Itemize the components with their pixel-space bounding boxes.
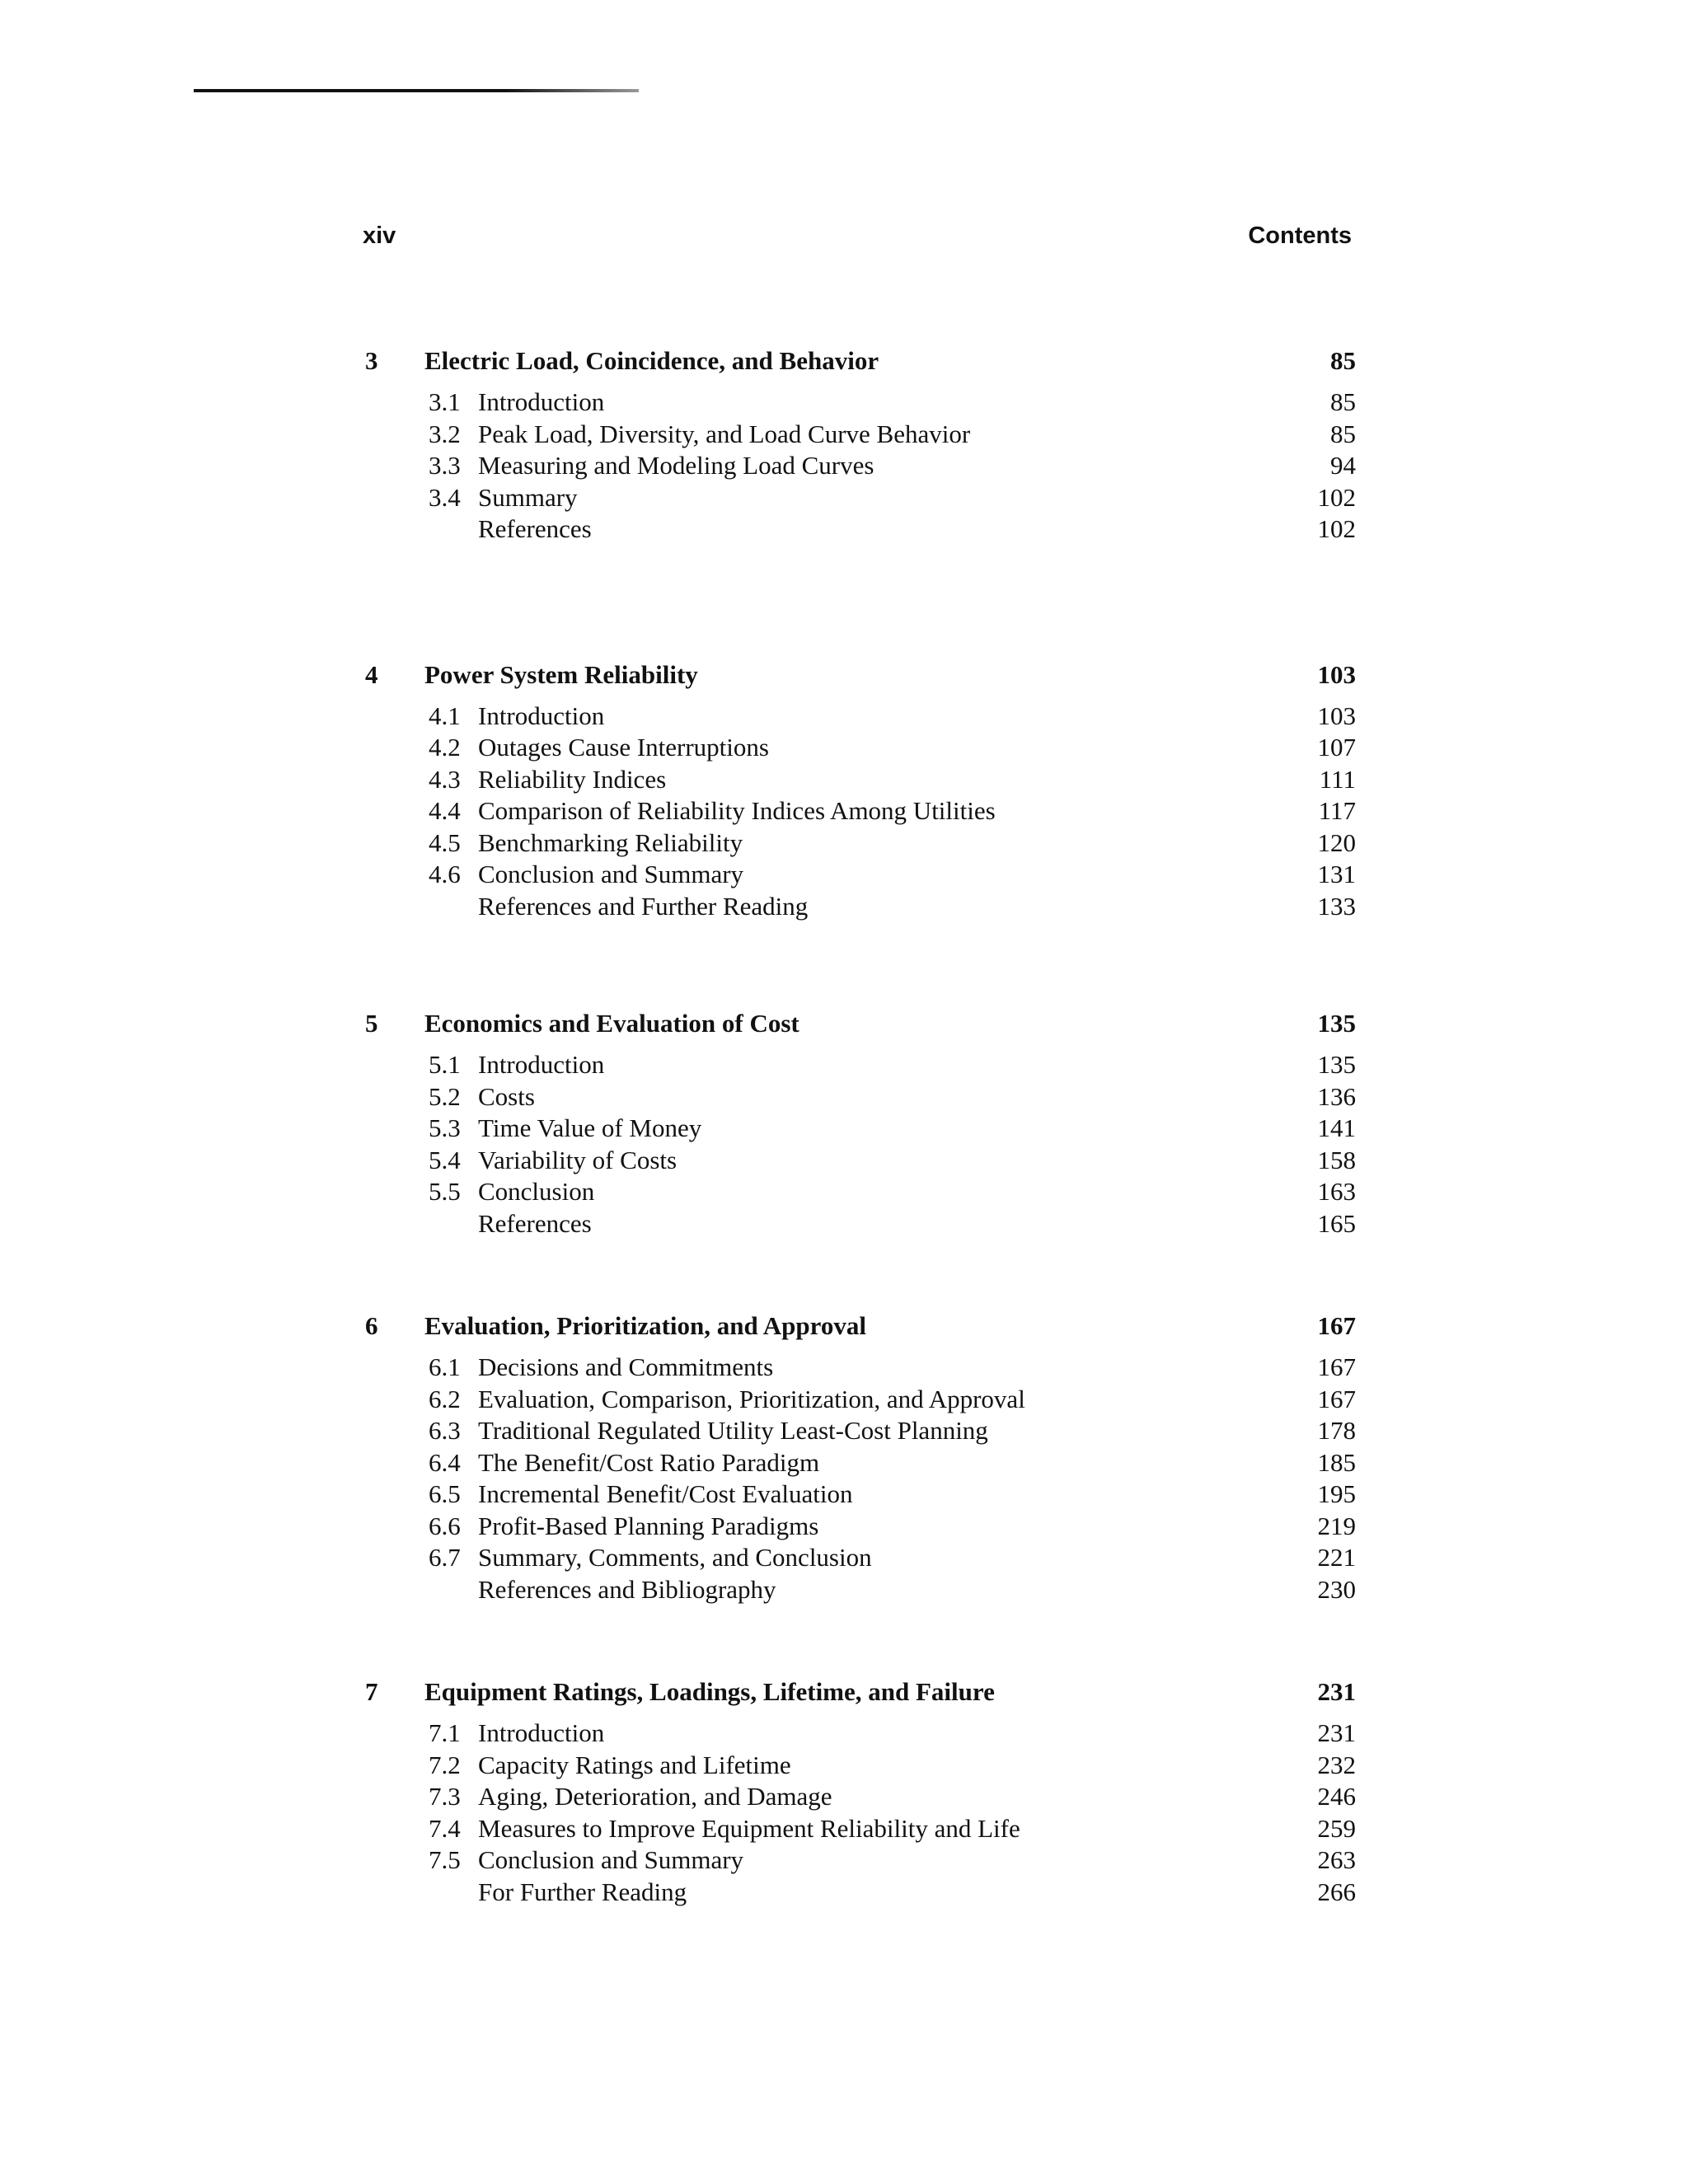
section-number: 5.3 <box>429 1113 461 1142</box>
section-page: 165 <box>1317 1208 1356 1238</box>
section-number: 6.3 <box>429 1416 461 1445</box>
section-page: 117 <box>1318 796 1356 825</box>
section-page: 120 <box>1317 827 1356 857</box>
chapter-title: Power System Reliability <box>424 659 698 689</box>
section-entry[interactable] <box>363 1385 1356 1417</box>
section-title: Measures to Improve Equipment Reliability and Life <box>478 1813 1020 1843</box>
chapter-title: Economics and Evaluation of Cost <box>424 1009 799 1038</box>
chapter-page: 231 <box>1317 1677 1356 1706</box>
section-page: 102 <box>1317 514 1356 543</box>
section-entry[interactable] <box>363 387 1356 419</box>
section-number: 4.1 <box>429 701 461 730</box>
section-page: 103 <box>1317 701 1356 730</box>
section-title: Benchmarking Reliability <box>478 827 743 857</box>
section-number: 7.3 <box>429 1782 461 1811</box>
section-title: Summary <box>478 482 578 512</box>
chapter-heading[interactable] <box>363 1004 1356 1050</box>
section-number: 6.2 <box>429 1384 461 1413</box>
section-title: For Further Reading <box>478 1877 687 1906</box>
section-entry[interactable] <box>363 1146 1356 1178</box>
section-title: Costs <box>478 1081 535 1111</box>
section-number: 6.4 <box>429 1447 461 1477</box>
chapter-heading[interactable] <box>363 1672 1356 1718</box>
section-title: References <box>478 1208 592 1238</box>
section-entry[interactable] <box>363 828 1356 860</box>
section-number: 4.3 <box>429 764 461 794</box>
section-number: 3.3 <box>429 451 461 480</box>
section-page: 221 <box>1317 1543 1356 1572</box>
section-entry[interactable] <box>363 860 1356 892</box>
section-title: Decisions and Commitments <box>478 1352 774 1381</box>
chapter-heading[interactable] <box>363 655 1356 701</box>
section-title: Comparison of Reliability Indices Among Utilities <box>478 796 996 825</box>
section-number: 5.4 <box>429 1145 461 1174</box>
section-entry[interactable] <box>363 1575 1356 1607</box>
section-entry[interactable] <box>363 419 1356 452</box>
section-number: 3.2 <box>429 419 461 448</box>
section-page: 219 <box>1317 1511 1356 1540</box>
section-entry[interactable] <box>363 701 1356 733</box>
section-title: Introduction <box>478 1718 605 1747</box>
section-title: Outages Cause Interruptions <box>478 733 769 762</box>
section-number: 6.6 <box>429 1511 461 1540</box>
section-page: 195 <box>1317 1479 1356 1508</box>
chapter-entry <box>363 341 1356 546</box>
section-title: Profit-Based Planning Paradigms <box>478 1511 819 1540</box>
table-of-contents <box>363 341 1356 1909</box>
section-title: Time Value of Money <box>478 1113 702 1142</box>
section-entry[interactable] <box>363 1082 1356 1114</box>
section-page: 232 <box>1317 1750 1356 1779</box>
section-page: 107 <box>1317 733 1356 762</box>
section-title: The Benefit/Cost Ratio Paradigm <box>478 1447 820 1477</box>
section-page: 266 <box>1317 1877 1356 1906</box>
chapter-page: 103 <box>1317 659 1356 689</box>
top-rule <box>194 89 639 92</box>
chapter-title: Evaluation, Prioritization, and Approval <box>424 1311 866 1340</box>
section-page: 246 <box>1317 1782 1356 1811</box>
section-number: 4.5 <box>429 827 461 857</box>
chapter-page: 85 <box>1330 346 1356 375</box>
section-entry[interactable] <box>363 1877 1356 1910</box>
section-title: Summary, Comments, and Conclusion <box>478 1543 872 1572</box>
section-page: 111 <box>1319 764 1356 794</box>
section-title: References and Further Reading <box>478 891 809 921</box>
section-title: Capacity Ratings and Lifetime <box>478 1750 791 1779</box>
section-number: 3.4 <box>429 482 461 512</box>
section-number: 5.5 <box>429 1177 461 1206</box>
chapter-entry <box>363 1004 1356 1240</box>
section-page: 230 <box>1317 1574 1356 1604</box>
section-page: 102 <box>1317 482 1356 512</box>
chapter-title: Electric Load, Coincidence, and Behavior <box>424 346 879 375</box>
section-page: 263 <box>1317 1845 1356 1874</box>
chapter-entry <box>363 1672 1356 1909</box>
section-entry[interactable] <box>363 1543 1356 1575</box>
section-number: 6.7 <box>429 1543 461 1572</box>
chapter-heading[interactable] <box>363 1306 1356 1352</box>
section-entry[interactable] <box>363 892 1356 924</box>
section-title: Variability of Costs <box>478 1145 678 1174</box>
section-title: References and Bibliography <box>478 1574 776 1604</box>
section-number: 7.2 <box>429 1750 461 1779</box>
section-entry[interactable] <box>363 1113 1356 1146</box>
section-entry[interactable] <box>363 1209 1356 1241</box>
section-entry[interactable] <box>363 1782 1356 1814</box>
section-entry[interactable] <box>363 483 1356 515</box>
section-entry[interactable] <box>363 1845 1356 1877</box>
page-number: xiv <box>363 223 396 249</box>
section-title: Incremental Benefit/Cost Evaluation <box>478 1479 853 1508</box>
section-entry[interactable] <box>363 1177 1356 1209</box>
section-page: 85 <box>1330 419 1356 448</box>
chapter-page: 135 <box>1317 1009 1356 1038</box>
section-entry[interactable] <box>363 1050 1356 1082</box>
section-entry[interactable] <box>363 765 1356 797</box>
section-title: Conclusion and Summary <box>478 1845 744 1874</box>
section-entry[interactable] <box>363 1479 1356 1511</box>
section-number: 3.1 <box>429 387 461 416</box>
section-entry[interactable] <box>363 451 1356 483</box>
section-title: Introduction <box>478 701 605 730</box>
section-title: References <box>478 514 592 543</box>
section-number: 5.1 <box>429 1050 461 1079</box>
section-page: 136 <box>1317 1081 1356 1111</box>
section-number: 7.1 <box>429 1718 461 1747</box>
section-title: Introduction <box>478 1050 605 1079</box>
section-entry[interactable] <box>363 1511 1356 1544</box>
section-entry[interactable] <box>363 514 1356 546</box>
chapter-number: 5 <box>365 1009 378 1038</box>
section-number: 6.5 <box>429 1479 461 1508</box>
section-title: Aging, Deterioration, and Damage <box>478 1782 832 1811</box>
section-title: Evaluation, Comparison, Prioritization, and Approval <box>478 1384 1025 1413</box>
section-page: 158 <box>1317 1145 1356 1174</box>
section-number: 4.4 <box>429 796 461 825</box>
chapter-entry <box>363 1306 1356 1606</box>
section-title: Introduction <box>478 387 605 416</box>
chapter-title: Equipment Ratings, Loadings, Lifetime, and Failure <box>424 1677 995 1706</box>
section-page: 178 <box>1317 1416 1356 1445</box>
section-entry[interactable] <box>363 1352 1356 1385</box>
section-page: 133 <box>1317 891 1356 921</box>
section-number: 4.2 <box>429 733 461 762</box>
section-page: 141 <box>1317 1113 1356 1142</box>
section-entry[interactable] <box>363 1448 1356 1480</box>
running-title: Contents <box>1248 223 1352 249</box>
section-entry[interactable] <box>363 1718 1356 1750</box>
chapter-heading[interactable] <box>363 341 1356 387</box>
section-entry[interactable] <box>363 1416 1356 1448</box>
section-title: Traditional Regulated Utility Least-Cost Planning <box>478 1416 988 1445</box>
section-number: 4.6 <box>429 860 461 888</box>
section-entry[interactable] <box>363 1814 1356 1846</box>
chapter-number: 3 <box>365 346 378 375</box>
section-title: Peak Load, Diversity, and Load Curve Behavior <box>478 419 971 448</box>
section-entry[interactable] <box>363 1750 1356 1783</box>
chapter-number: 7 <box>365 1677 378 1706</box>
chapter-number: 4 <box>365 659 378 689</box>
section-number: 5.2 <box>429 1081 461 1111</box>
section-page: 185 <box>1317 1447 1356 1477</box>
section-page: 167 <box>1317 1352 1356 1381</box>
section-page: 259 <box>1317 1813 1356 1843</box>
section-title: Reliability Indices <box>478 764 667 794</box>
section-number: 6.1 <box>429 1352 461 1381</box>
section-page: 131 <box>1317 860 1356 888</box>
section-title: Conclusion <box>478 1177 595 1206</box>
chapter-entry <box>363 655 1356 924</box>
section-page: 94 <box>1330 451 1356 480</box>
section-page: 231 <box>1317 1718 1356 1747</box>
section-page: 135 <box>1317 1050 1356 1079</box>
section-page: 85 <box>1330 387 1356 416</box>
section-title: Conclusion and Summary <box>478 860 744 888</box>
section-entry[interactable] <box>363 733 1356 765</box>
section-number: 7.4 <box>429 1813 461 1843</box>
section-number: 7.5 <box>429 1845 461 1874</box>
chapter-page: 167 <box>1317 1311 1356 1340</box>
chapter-number: 6 <box>365 1311 378 1340</box>
section-page: 163 <box>1317 1177 1356 1206</box>
section-title: Measuring and Modeling Load Curves <box>478 451 874 480</box>
section-entry[interactable] <box>363 796 1356 828</box>
running-head <box>363 223 1352 255</box>
section-page: 167 <box>1317 1384 1356 1413</box>
